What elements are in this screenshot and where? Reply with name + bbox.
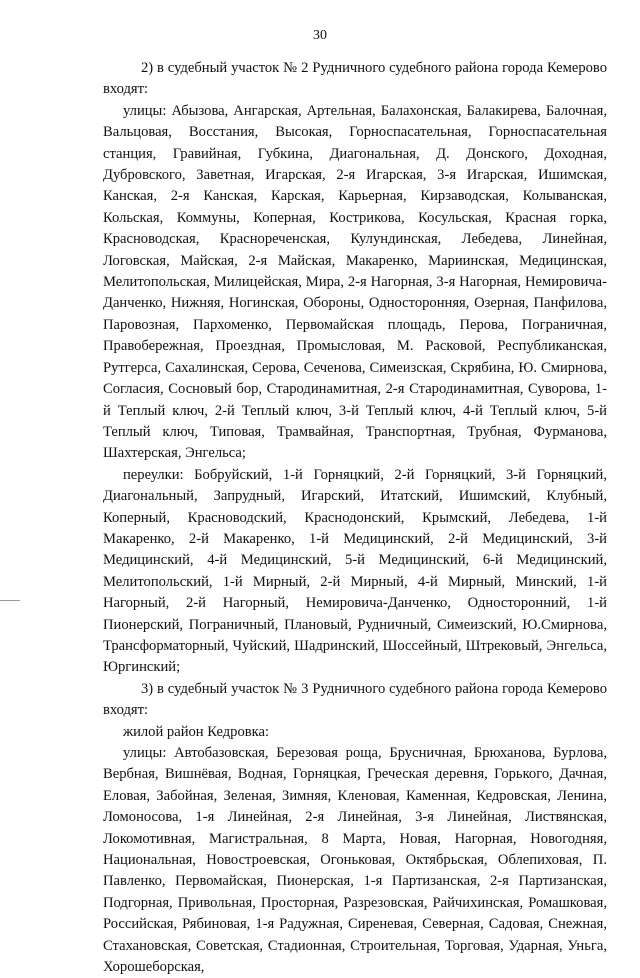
margin-mark <box>0 600 20 601</box>
section-3-intro: 3) в судебный участок № 3 Рудничного судебного района города Кемерово входят: <box>103 680 607 719</box>
document-body <box>103 58 607 978</box>
section-2-intro: 2) в судебный участок № 2 Рудничного судебного района города Кемерово входят: <box>103 60 607 98</box>
section-2-streets: улицы: Абызова, Ангарская, Артельная, Балахонская, Балакирева, Балочная, Вальцовая, Восстания, Высокая, Горноспасательная, Горноспасательная станция, Гравийная, Губкина, Диагональная, Д. Донского, Доходная, Дубровского, Заветная, Игарская, 2-я Игарская, 3-я Игарская, Ишимская, Канская, 2-я Канская, Карская, Карьерная, Кирзаводская, Колыванская, Кольская, Коммуны, Коперная, Кострикова, Косульская, Красная горка, Красноводская, Краснореченская, Кулундинская, Лебедева, Линейная, Логовская, Майская, 2-я Майская, Макаренко, Мариинская, Медицинская, Мелитопольская, Милицейская, Мира, 2-я Нагорная, 3-я Нагорная, Немировича-Данченко, Нижняя, Ногинская, Обороны, Односторонняя, Озерная, Панфилова, Паровозная, Пархоменко, Первомайская площадь, Перова, Пограничная, Правобережная, Проездная, Промысловая, М. Расковой, Республиканская, Рутгерса, Сахалинская, Серова, Сеченова, Симеизская, Скрябина, Ю. Смирнова, Согласия, Сосновый бор, Стародинамитная, 2-я Стародинамитная, Суворова, 1-й Теплый ключ, 2-й Теплый ключ, 3-й Теплый ключ, 4-й Теплый ключ, 5-й Теплый ключ, Типовая, Трамвайная, Транспортная, Трубная, Фурманова, Шахтерская, Энгельса; <box>103 102 607 462</box>
section-2-lanes: переулки: Бобруйский, 1-й Горняцкий, 2-й Горняцкий, 3-й Горняцкий, Диагональный, Запрудный, Игарский, Итатский, Ишимский, Клубный, Коперный, Красноводский, Краснодонский, Крымский, Лебедева, 1-й Макаренко, 2-й Макаренко, 1-й Медицинский, 2-й Медицинский, 3-й Медицинский, 4-й Медицинский, 5-й Медицинский, 6-й Медицинский, Мелитопольский, 1-й Мирный, 2-й Мирный, 4-й Мирный, Минский, 1-й Нагорный, 2-й Нагорный, Немировича-Данченко, Односторонний, 1-й Пионерский, Пограничный, Плановый, Рудничный, Симеизский, Ю.Смирнова, Трансформаторный, Чуйский, Шадринский, Шоссейный, Штрековый, Энгельса, Юргинский; <box>103 466 607 676</box>
section-3-streets: улицы: Автобазовская, Березовая роща, Брусничная, Брюханова, Бурлова, Вербная, Вишнёвая, Водная, Горняцкая, Греческая деревня, Горького, Дачная, Еловая, Забойная, Зеленая, Зимняя, Кленовая, Каменная, Кедровская, Ленина, Ломоносова, 1-я Линейная, 2-я Линейная, 3-я Линейная, Листвянская, Локомотивная, Магистральная, 8 Марта, Новая, Нагорная, Новогодняя, Национальная, Новостроевская, Огоньковая, Октябрьская, Облепиховая, П. Павленко, Первомайская, Пионерская, 1-я Партизанская, 2-я Партизанская, Подгорная, Привольная, Просторная, Разрезовская, Райчихинская, Ромашковая, Российская, Рябиновая, 1-я Радужная, Сиреневая, Северная, Садовая, Снежная, Стахановская, Советская, Стадионная, Строительная, Торговая, Ударная, Уньга, Хорошеборская, <box>103 745 607 976</box>
page-number: 30 <box>313 28 327 43</box>
section-3-district: жилой район Кедровка: <box>123 723 270 740</box>
